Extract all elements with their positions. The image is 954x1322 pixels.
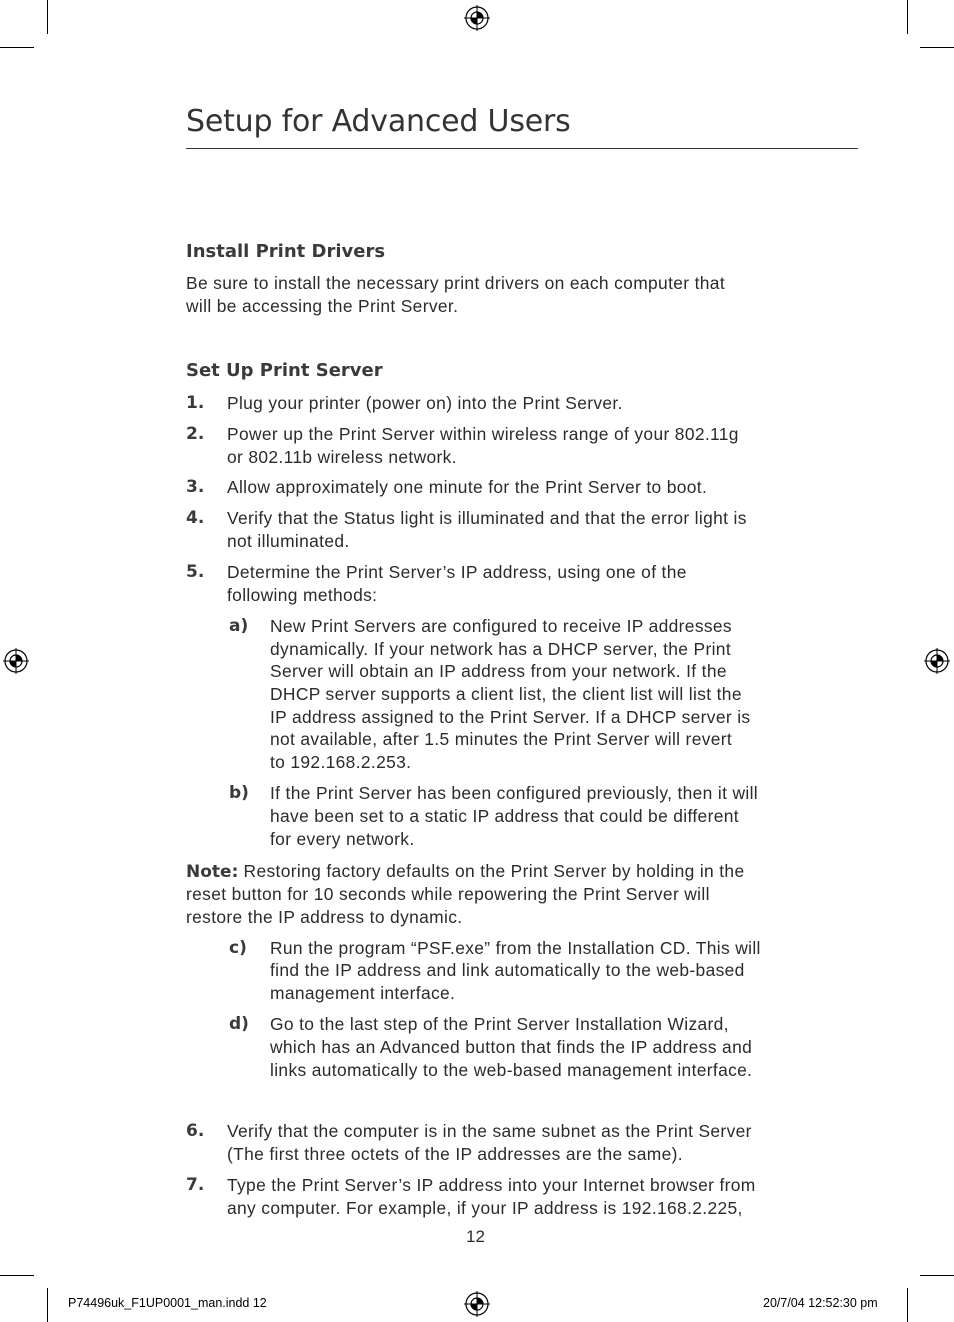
- step-text-line: not illuminated.: [227, 531, 350, 551]
- registration-mark-icon: [464, 5, 490, 31]
- substep-text-line: New Print Servers are configured to receive IP addresses: [270, 616, 732, 636]
- note-line: [186, 860, 744, 884]
- title-underline: [186, 148, 858, 149]
- crop-mark: [920, 1275, 954, 1276]
- crop-mark: [920, 47, 954, 48]
- step-number: 1.: [186, 393, 205, 413]
- crop-mark: [0, 47, 34, 48]
- substep-text-line: dynamically. If your network has a DHCP server, the Print: [270, 639, 732, 659]
- step-number: 2.: [186, 424, 205, 444]
- substep-letter: b): [229, 783, 249, 803]
- substep-letter: d): [229, 1014, 249, 1034]
- note-line: restore the IP address to dynamic.: [186, 907, 463, 927]
- step-number: 5.: [186, 562, 205, 582]
- section-heading-set-up-print-server: Set Up Print Server: [186, 360, 383, 381]
- step-text-line: any computer. For example, if your IP address is 192.168.2.225,: [227, 1198, 743, 1218]
- registration-mark-icon: [3, 648, 29, 674]
- substep-text-line: management interface.: [270, 983, 456, 1003]
- step-number: 4.: [186, 508, 205, 528]
- step-text-line: Allow approximately one minute for the Print Server to boot.: [227, 477, 708, 497]
- section-heading-install-print-drivers: Install Print Drivers: [186, 241, 386, 262]
- step-number: 6.: [186, 1121, 205, 1141]
- substep-text-line: If the Print Server has been configured previously, then it will: [270, 783, 758, 803]
- substep-text-line: for every network.: [270, 829, 415, 849]
- substep-text-line: have been set to a static IP address that could be different: [270, 806, 739, 826]
- registration-mark-icon: [464, 1291, 490, 1317]
- substep-letter: a): [229, 616, 249, 636]
- page-title: Setup for Advanced Users: [186, 104, 571, 139]
- step-text-line: Verify that the Status light is illuminated and that the error light is: [227, 508, 747, 528]
- substep-letter: c): [229, 938, 247, 958]
- step-number: 3.: [186, 477, 205, 497]
- step-text-line: Determine the Print Server’s IP address, using one of the: [227, 562, 687, 582]
- body-text-line: will be accessing the Print Server.: [186, 296, 459, 316]
- step-text-line: Power up the Print Server within wireless range of your 802.11g: [227, 424, 739, 444]
- substep-text-line: links automatically to the web-based management interface.: [270, 1060, 753, 1080]
- step-text-line: Type the Print Server’s IP address into your Internet browser from: [227, 1175, 756, 1195]
- substep-text-line: Run the program “PSF.exe” from the Installation CD. This will: [270, 938, 761, 958]
- step-text-line: or 802.11b wireless network.: [227, 447, 457, 467]
- substep-text-line: find the IP address and link automatically to the web-based: [270, 960, 745, 980]
- substep-text-line: not available, after 1.5 minutes the Print Server will revert: [270, 729, 733, 749]
- note-text: Restoring factory defaults on the Print Server by holding in the: [238, 861, 745, 881]
- substep-text-line: to 192.168.2.253.: [270, 752, 412, 772]
- note-line: reset button for 10 seconds while repowering the Print Server will: [186, 884, 710, 904]
- crop-mark: [47, 1288, 48, 1322]
- step-text-line: Verify that the computer is in the same subnet as the Print Server: [227, 1121, 752, 1141]
- crop-mark: [0, 1275, 34, 1276]
- crop-mark: [907, 0, 908, 34]
- registration-mark-icon: [924, 648, 950, 674]
- step-number: 7.: [186, 1175, 205, 1195]
- substep-text-line: DHCP server supports a client list, the client list will list the: [270, 684, 742, 704]
- step-text-line: following methods:: [227, 585, 378, 605]
- substep-text-line: which has an Advanced button that finds the IP address and: [270, 1037, 753, 1057]
- crop-mark: [907, 1288, 908, 1322]
- page-number: 12: [466, 1227, 485, 1246]
- footer-file-name: P74496uk_F1UP0001_man.indd 12: [68, 1296, 267, 1310]
- step-text-line: Plug your printer (power on) into the Print Server.: [227, 393, 623, 413]
- note-label: Note:: [186, 862, 239, 882]
- crop-mark: [47, 0, 48, 34]
- substep-text-line: Server will obtain an IP address from your network. If the: [270, 661, 727, 681]
- step-text-line: (The first three octets of the IP addresses are the same).: [227, 1144, 683, 1164]
- footer-timestamp: 20/7/04 12:52:30 pm: [763, 1296, 878, 1310]
- substep-text-line: Go to the last step of the Print Server Installation Wizard,: [270, 1014, 729, 1034]
- substep-text-line: IP address assigned to the Print Server. If a DHCP server is: [270, 707, 751, 727]
- body-text-line: Be sure to install the necessary print drivers on each computer that: [186, 273, 726, 293]
